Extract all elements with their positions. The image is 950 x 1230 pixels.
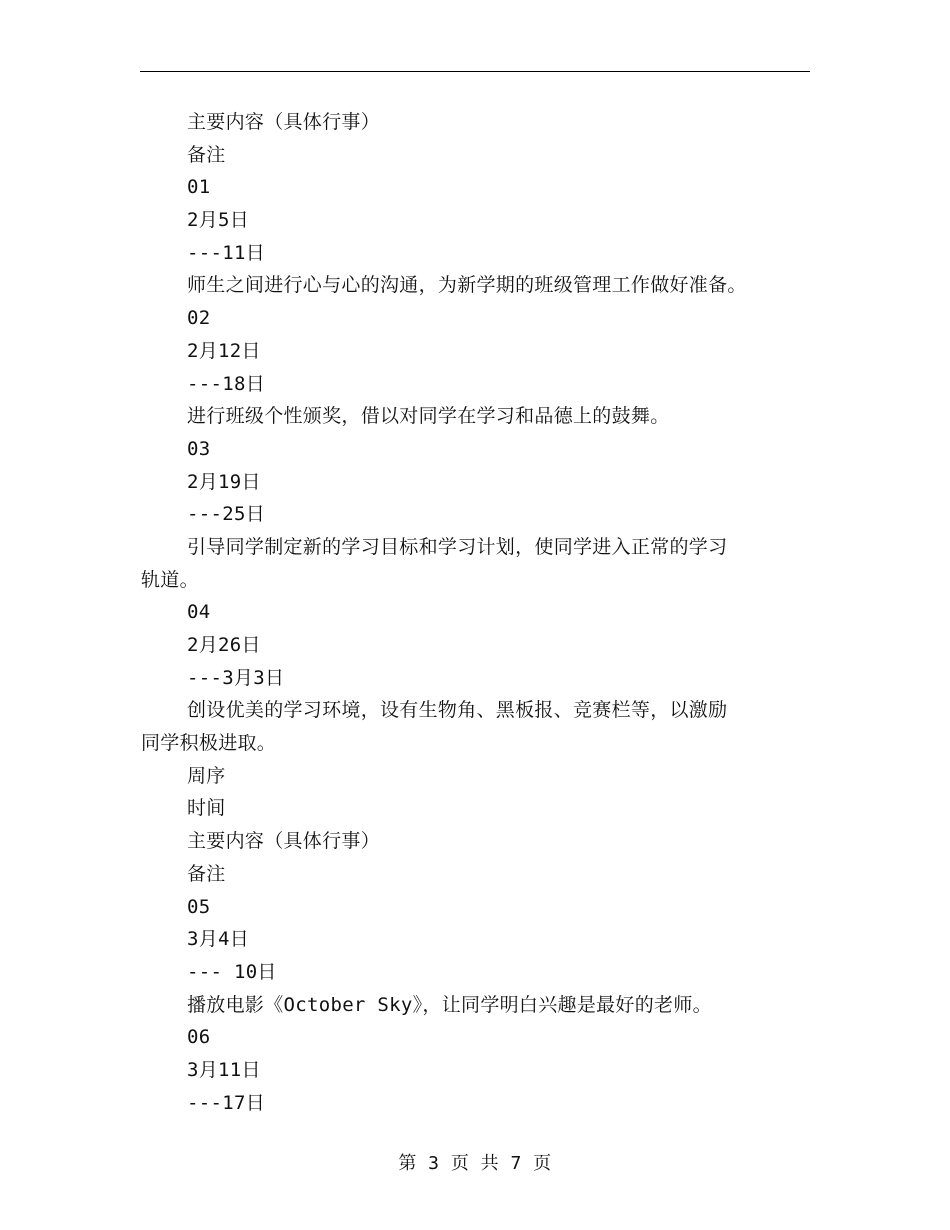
text-line: 备注 (187, 143, 226, 166)
text-line: 2月12日 (187, 339, 261, 362)
text-line: ---25日 (187, 503, 265, 526)
text-line: 3月11日 (187, 1058, 261, 1081)
text-line: 04 (187, 601, 211, 624)
text-line: 播放电影《October Sky》，让同学明白兴趣是最好的老师。 (187, 993, 712, 1016)
document-body (141, 106, 811, 1119)
header-rule (140, 71, 810, 72)
text-line: 主要内容（具体行事） (187, 111, 381, 133)
text-line: 2月19日 (187, 470, 261, 493)
page-number: 第 3 页 共 7 页 (398, 1153, 552, 1174)
text-line: ---17日 (187, 1091, 265, 1114)
text-line: 引导同学制定新的学习目标和学习计划，使同学进入正常的学习 (187, 535, 728, 558)
text-line: ---11日 (187, 241, 265, 264)
text-line: 同学积极进取。 (141, 732, 277, 755)
text-line: 03 (187, 437, 211, 460)
text-line: ---18日 (187, 372, 265, 395)
text-line: 06 (187, 1026, 211, 1049)
text-line: 轨道。 (141, 568, 199, 591)
page-footer (0, 1152, 950, 1176)
text-line: 时间 (187, 797, 226, 820)
text-line: 3月4日 (187, 928, 250, 951)
text-line: 01 (187, 176, 211, 199)
text-line: 创设优美的学习环境，设有生物角、黑板报、竞赛栏等，以激励 (187, 699, 728, 722)
text-line: 2月5日 (187, 209, 250, 232)
text-line: ---3月3日 (187, 666, 285, 689)
text-line: 师生之间进行心与心的沟通，为新学期的班级管理工作做好准备。 (187, 274, 747, 297)
text-line: 2月26日 (187, 634, 261, 656)
text-line: 05 (187, 895, 211, 918)
text-line: 02 (187, 307, 211, 330)
text-line: 进行班级个性颁奖，借以对同学在学习和品德上的鼓舞。 (187, 405, 670, 428)
text-line: 周序 (187, 764, 226, 787)
text-line: 主要内容（具体行事） (187, 830, 381, 853)
text-line: --- 10日 (187, 960, 277, 983)
text-line: 备注 (187, 862, 226, 885)
